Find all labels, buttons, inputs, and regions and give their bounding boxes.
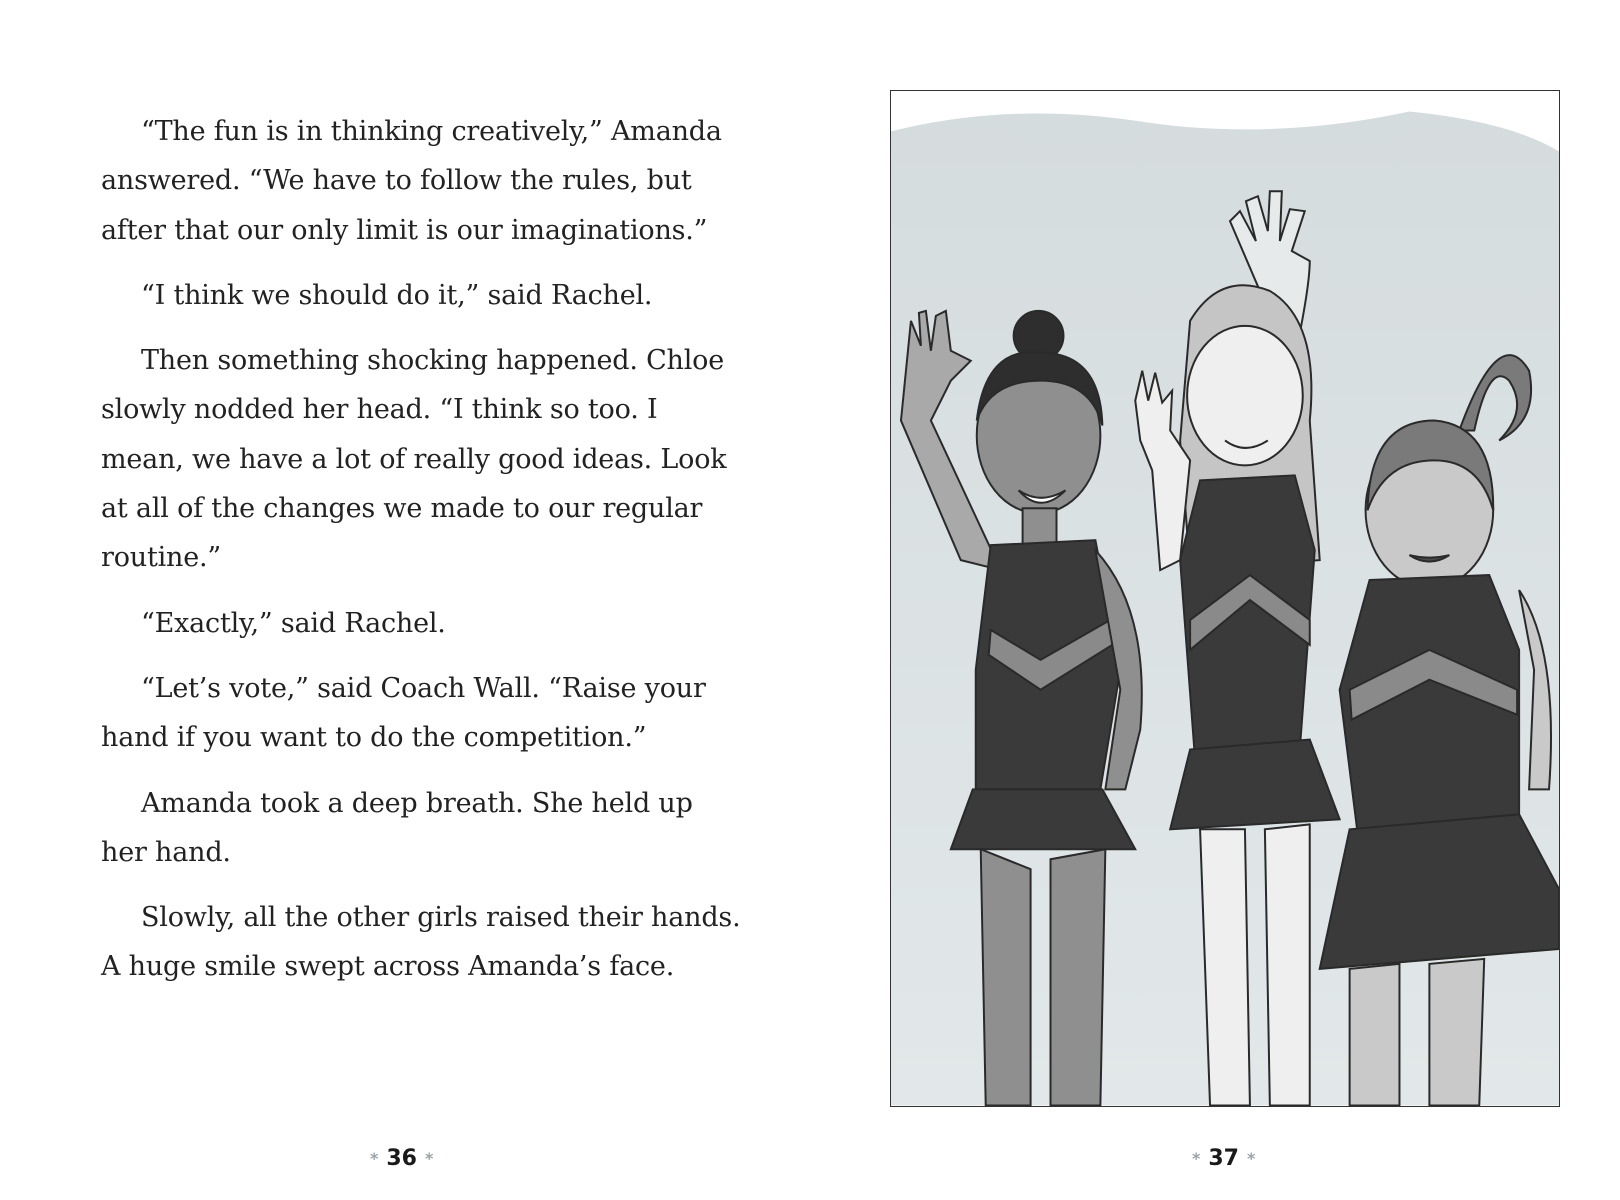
page-number-right: [1192, 1146, 1255, 1171]
paragraph: Amanda took a deep breath. She held up her hand.: [101, 787, 693, 868]
star-icon: *: [425, 1149, 434, 1168]
paragraph: “Let’s vote,” said Coach Wall. “Raise your hand if you want to do the competition.”: [101, 672, 706, 754]
page-number-value: 37: [1208, 1146, 1239, 1171]
paragraph: “The fun is in thinking creatively,” Amanda answered. “We have to follow the rules, but after that our only limit is our imaginations.”: [101, 116, 722, 246]
page-number-value: 36: [386, 1146, 417, 1171]
paragraph: “I think we should do it,” said Rachel.: [141, 279, 653, 311]
paragraph: Slowly, all the other girls raised their hands. A huge smile swept across Amanda’s face.: [101, 902, 741, 983]
illustration-cheerleaders: [890, 90, 1560, 1107]
star-icon: *: [1192, 1149, 1201, 1168]
cheerleaders-drawing: [891, 91, 1559, 1106]
paragraph: Then something shocking happened. Chloe slowly nodded her head. “I think so too. I mean, we have a lot of really good ideas. Look at all of the changes we made to our regular routine.”: [101, 345, 727, 574]
page-number-left: [370, 1146, 433, 1171]
body-text: [101, 107, 741, 1008]
star-icon: *: [370, 1149, 379, 1168]
paragraph: “Exactly,” said Rachel.: [141, 607, 446, 639]
star-icon: *: [1247, 1149, 1256, 1168]
